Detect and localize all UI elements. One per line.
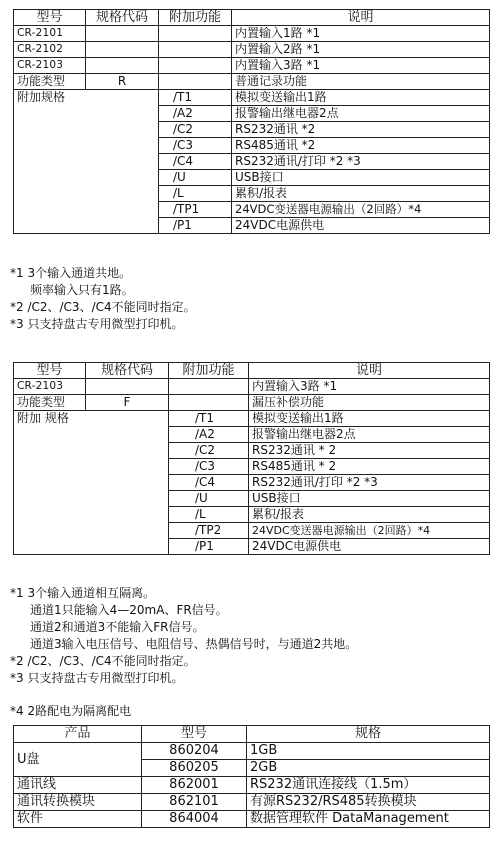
footnote: *2 /C2、/C3、/C4不能同时指定。 (10, 300, 196, 314)
table-row (14, 26, 490, 42)
model-cell: CR-2103 (14, 58, 86, 74)
addon-code-cell: /C3 (169, 459, 249, 475)
model-cell: 864004 (142, 811, 247, 828)
addon-code-cell: /C3 (159, 138, 232, 154)
desc-cell: RS232通讯/打印 *2 *3 (232, 154, 490, 170)
desc-cell: USB接口 (232, 170, 490, 186)
addon-code-cell: /C4 (169, 475, 249, 491)
model-cell: 860204 (142, 743, 247, 760)
addon-code-cell: /T1 (169, 411, 249, 427)
addon-code-cell: /P1 (169, 539, 249, 555)
table-row (14, 777, 490, 794)
desc-cell: 内置输入2路 *1 (232, 42, 490, 58)
desc-cell: RS232通讯 *2 (232, 122, 490, 138)
header-addon: 附加功能 (159, 10, 232, 26)
desc-cell: RS485通讯 *2 (232, 138, 490, 154)
model-cell: CR-2101 (14, 26, 86, 42)
desc-cell: 24VDC电源供电 (249, 539, 490, 555)
addon-code-cell: /C4 (159, 154, 232, 170)
addon-code-cell: /TP1 (159, 202, 232, 218)
spec-cell: 有源RS232/RS485转换模块 (247, 794, 490, 811)
desc-cell: 内置输入3路 *1 (249, 379, 490, 395)
addon-code-cell: /C2 (169, 443, 249, 459)
header-description: 说明 (232, 10, 490, 26)
spec-table-r (13, 9, 490, 234)
header-model: 型号 (14, 10, 86, 26)
table-row (14, 42, 490, 58)
desc-cell: 累积/报表 (249, 507, 490, 523)
table-header-row (14, 10, 490, 26)
spec-cell: 2GB (247, 760, 490, 777)
footnote: *3 只支持盘古专用微型打印机。 (10, 671, 184, 685)
table-header-row (14, 726, 490, 743)
table-row (14, 794, 490, 811)
addon-code-cell: /L (169, 507, 249, 523)
header-description: 说明 (249, 363, 490, 379)
desc-cell: 报警输出继电器2点 (232, 106, 490, 122)
desc-cell: 模拟变送输出1路 (249, 411, 490, 427)
desc-cell: 24VDC变送器电源输出（2回路）*4 (249, 523, 490, 539)
footnote: 通道3输入电压信号、电阻信号、热偶信号时，与通道2共地。 (30, 637, 358, 651)
footnote-cut-off: *4 2路配电为隔离配电 (10, 704, 132, 718)
product-cell: 软件 (14, 811, 142, 828)
addon-code-cell: /T1 (159, 90, 232, 106)
desc-cell: 累积/报表 (232, 186, 490, 202)
addon-code-cell: /U (159, 170, 232, 186)
addon-code-cell: /A2 (159, 106, 232, 122)
header-model: 型号 (14, 363, 86, 379)
footnotes-1 (10, 265, 196, 333)
header-addon: 附加功能 (169, 363, 249, 379)
model-cell: CR-2103 (14, 379, 86, 395)
header-spec-code: 规格代码 (86, 363, 169, 379)
desc-cell: 普通记录功能 (232, 74, 490, 90)
addon-code-cell: /L (159, 186, 232, 202)
desc-cell: USB接口 (249, 491, 490, 507)
table-row (14, 74, 490, 90)
addon-code-cell: /U (169, 491, 249, 507)
function-type-label: 功能类型 (14, 74, 86, 90)
desc-cell: 模拟变送输出1路 (232, 90, 490, 106)
spec-code-cell: F (86, 395, 169, 411)
table-row (14, 743, 490, 760)
table-row (14, 58, 490, 74)
model-cell: 862001 (142, 777, 247, 794)
desc-cell: RS232通讯 * 2 (249, 443, 490, 459)
spec-cell: RS232通讯连接线（1.5m） (247, 777, 490, 794)
desc-cell: 24VDC变送器电源输出（2回路）*4 (232, 202, 490, 218)
addon-spec-label: 附加 规格 (14, 411, 86, 555)
footnotes-2 (10, 585, 357, 687)
spec-cell: 数据管理软件 DataManagement (247, 811, 490, 828)
footnote: 通道1只能输入4—20mA、FR信号。 (30, 603, 228, 617)
model-cell: CR-2102 (14, 42, 86, 58)
footnote: *1 3个输入通道相互隔离。 (10, 586, 156, 600)
header-spec-code: 规格代码 (86, 10, 159, 26)
table-row (14, 90, 490, 106)
model-cell: 862101 (142, 794, 247, 811)
header-model: 型号 (142, 726, 247, 743)
desc-cell: 报警输出继电器2点 (249, 427, 490, 443)
footnote: *1 3个输入通道共地。 (10, 266, 132, 280)
desc-cell: 24VDC电源供电 (232, 218, 490, 234)
desc-cell: RS485通讯 * 2 (249, 459, 490, 475)
spec-cell: 1GB (247, 743, 490, 760)
product-cell: 通讯线 (14, 777, 142, 794)
footnote: 通道2和通道3不能输入FR信号。 (30, 620, 205, 634)
addon-code-cell: /P1 (159, 218, 232, 234)
spec-code-cell: R (86, 74, 159, 90)
desc-cell: 内置输入3路 *1 (232, 58, 490, 74)
footnote: 频率输入只有1路。 (30, 283, 134, 297)
addon-spec-label: 附加规格 (14, 90, 86, 234)
addon-code-cell: /A2 (169, 427, 249, 443)
table-header-row (14, 363, 490, 379)
accessories-table (13, 725, 490, 828)
product-cell: U盘 (14, 743, 142, 777)
table-row (14, 395, 490, 411)
product-cell: 通讯转换模块 (14, 794, 142, 811)
desc-cell: 漏压补偿功能 (249, 395, 490, 411)
addon-code-cell: /TP2 (169, 523, 249, 539)
function-type-label: 功能类型 (14, 395, 86, 411)
desc-cell: RS232通讯/打印 *2 *3 (249, 475, 490, 491)
desc-cell: 内置输入1路 *1 (232, 26, 490, 42)
header-product: 产品 (14, 726, 142, 743)
addon-code-cell: /C2 (159, 122, 232, 138)
table-row (14, 811, 490, 828)
header-spec: 规格 (247, 726, 490, 743)
table-row (14, 379, 490, 395)
table-row (14, 411, 490, 427)
footnote: *2 /C2、/C3、/C4不能同时指定。 (10, 654, 196, 668)
model-cell: 860205 (142, 760, 247, 777)
spec-table-f (13, 362, 490, 555)
footnote: *3 只支持盘古专用微型打印机。 (10, 317, 184, 331)
